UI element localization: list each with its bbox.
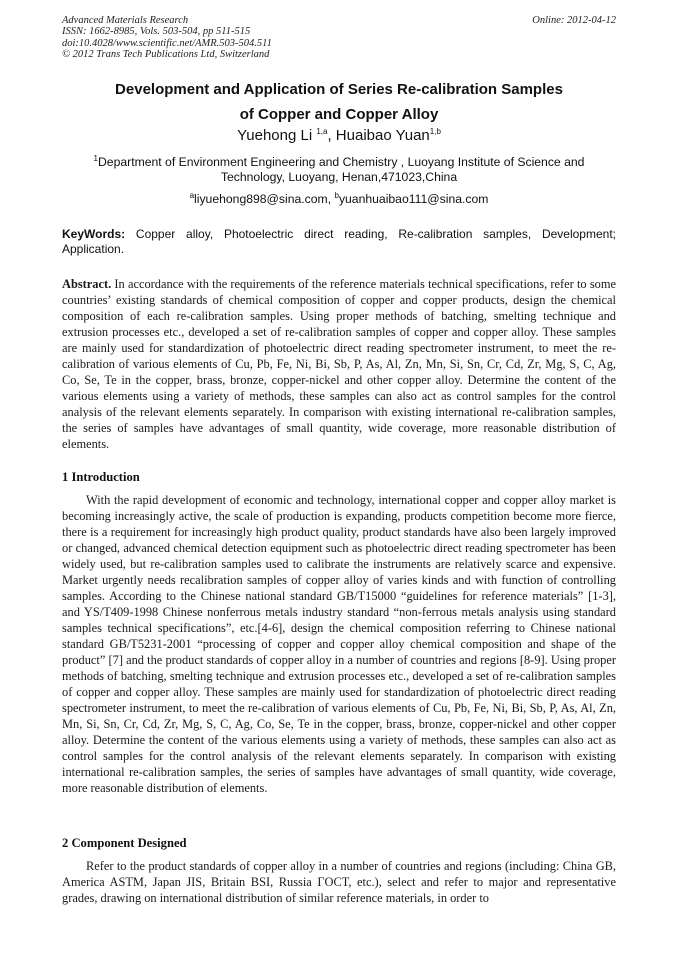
affiliation-superscript: 1 [93, 153, 98, 163]
keywords-text: Copper alloy, Photoelectric direct reading, Re-calibration samples, Development; Application. [62, 227, 616, 256]
paper-title-line-1: Development and Application of Series Re-calibration Samples [115, 81, 563, 98]
email-link[interactable]: yuanhuaibao111@sina.com [338, 192, 489, 206]
author-superscript: 1,a [316, 127, 328, 136]
email-link[interactable]: liyuehong898@sina.com [194, 192, 328, 206]
section-heading-introduction: 1 Introduction [62, 470, 140, 484]
author-list [62, 127, 616, 144]
paper-title-line-2: of Copper and Copper Alloy [239, 106, 439, 123]
doi-line: doi:10.4028/www.scientific.net/AMR.503-504.511 [62, 37, 272, 49]
introduction-paragraph: With the rapid development of economic and technology, international copper and copper alloy market is becoming increasingly active, the scale of production is expanding, products competition become more fierce, there is a requirement for increasingly high product quality, product standards have also been largely improved or changed, advanced chemical detection equipment such as photoelectric direct reading spectrometer has been widely used, but re-calibration samples used to calibrate the instruments are relatively scarce and expensive. Market urgently needs recalibration samples of copper alloy of varies kinds and with function of controlling samples. According to the Chinese national standard GB/T15000 “guidelines for reference materials” [1-3], and YS/T409-1998 Chinese nonferrous metals industry standard “non-ferrous metals analysis using standard samples technical specifications”, etc.[4-6], design the chemical composition referring to Chinese national standard GB/T5231-2001 “processing of copper and copper alloy chemical composition and shape of the product” [7] and the product standards of copper alloy in a number of countries and regions [8-9]. Using proper methods of batching, smelting technique and extrusion processes etc., developed a set of re-calibration samples of copper and copper alloy. These samples are mainly used for standardization of photoelectric direct reading spectrometer instrument, to meet the re-calibration of various elements of Cu, Pb, Fe, Ni, Bi, Sb, P, As, Al, Zn, Mn, Si, Sn, Cr, Cd, Zr, Mg, S, C, Ag, Co, Se, Te in the copper, brass, bronze, copper-nickel and other copper alloy. Determine the content of the various elements using a variety of methods, these samples can also act as control samples for the control analysis of the relevant elements separately. In comparison with existing international re-calibration samples, the series of samples have advantages of small quantity, wide coverage, more reasonable distribution of elements. [62, 493, 616, 795]
email-superscript: a [189, 190, 195, 200]
component-paragraph: Refer to the product standards of copper alloy in a number of countries and regions (including: China GB, America ASTM, Japan JIS, Britain BSI, Russia ГOCT, etc.), select and refer to major and representative grades, drawing on international distribution of similar reference materials, in order to [62, 859, 616, 905]
email-superscript: b [334, 190, 339, 200]
abstract-label: Abstract. [62, 277, 112, 291]
section-heading-component-designed: 2 Component Designed [62, 836, 187, 850]
affiliation [72, 155, 606, 185]
abstract-block [62, 276, 616, 452]
author-name: Huaibao Yuan [335, 127, 430, 144]
abstract-text: In accordance with the requirements of the reference materials technical specifications, refer to some countries’ existing standards of chemical composition of copper and copper products, design the chemical composition of each re-calibration samples. Using proper methods of batching, smelting technique and extrusion processes etc., developed a set of re-calibration samples of copper and copper alloy. These samples are mainly used for standardization of photoelectric direct reading spectrometer instrument, to meet the re-calibration of various elements of Cu, Pb, Fe, Ni, Bi, Sb, P, As, Al, Zn, Mn, Si, Sn, Cr, Cd, Zr, Mg, S, C, Ag, Co, Se, Te in the copper, brass, bronze, copper-nickel and other copper alloy. Determine the content of the various elements using a variety of methods, these samples can also act as control samples for the control analysis of the relevant elements separately. In comparison with existing international re-calibration samples, the series of samples have advantages of small quantity, wide coverage, more reasonable distribution of elements. [62, 277, 616, 451]
email-separator: , [327, 192, 335, 206]
keywords-block [62, 227, 616, 257]
author-name: Yuehong Li [237, 127, 313, 144]
email-list [62, 192, 616, 206]
issn-line: ISSN: 1662-8985, Vols. 503-504, pp 511-515 [62, 26, 251, 38]
author-superscript: 1,b [429, 127, 441, 136]
keywords-label: KeyWords: [62, 227, 126, 241]
affiliation-text: Department of Environment Engineering and Chemistry , Luoyang Institute of Science and Technology, Luoyang, Henan,471023,China [98, 155, 585, 184]
copyright-line: © 2012 Trans Tech Publications Ltd, Switzerland [62, 49, 270, 61]
journal-metadata [62, 15, 616, 61]
journal-name: Advanced Materials Research [62, 15, 189, 26]
author-separator: , [327, 127, 336, 144]
online-date: Online: 2012-04-12 [532, 15, 616, 26]
